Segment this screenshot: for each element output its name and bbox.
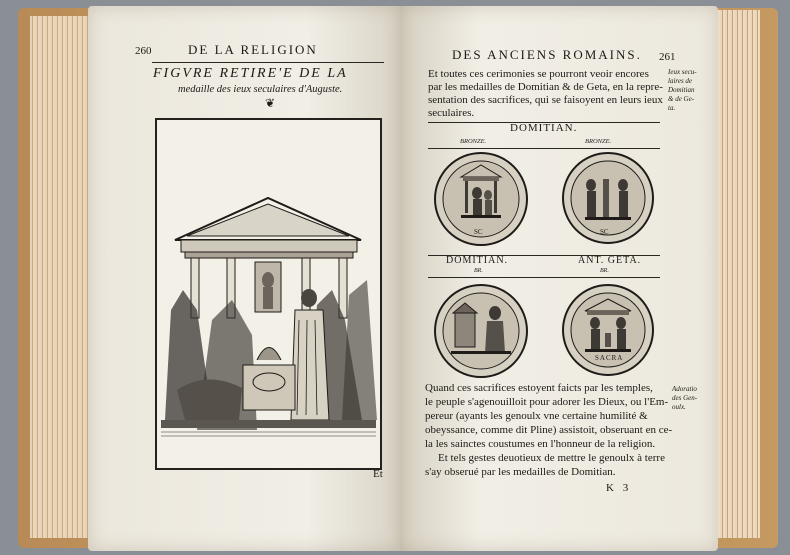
- left-running-head: DE LA RELIGION: [188, 42, 318, 57]
- ornament-fleuron: ❦: [265, 96, 276, 110]
- intro-line-1: Et toutes ces cerimonies se pourront veoir encores: [428, 68, 649, 80]
- body-line-7: s'ay obserué par les medailles de Domitian.: [425, 466, 616, 478]
- intro-line-2: par les medailles de Domitian & de Geta, en la repre-: [428, 81, 663, 93]
- body-line-6: Et tels gestes deuotieux de mettre le genoulx à terre: [438, 452, 665, 464]
- woodcut-illustration: [155, 118, 382, 470]
- signature-mark: K 3: [606, 482, 632, 494]
- margin-note-top-5: ta.: [668, 104, 676, 112]
- body-line-2: le peuple s'agenouilloit pour adorer les Dieux, ou l'Em-: [425, 396, 669, 408]
- intro-line-3: sentation des sacrifices, qui se faisoyent en leurs ieux: [428, 94, 663, 106]
- body-line-4: obeyssance, comme dit Pline) assistoit, obseruant en ce-: [425, 424, 673, 436]
- section-2-label-right: BR.: [600, 268, 609, 274]
- margin-note-top-3: Domitian: [668, 86, 695, 94]
- coin-1-sc: SC: [474, 228, 483, 236]
- section-1-label-right: BRONZE.: [585, 138, 612, 145]
- margin-note-top-1: Ieux secu-: [668, 68, 697, 76]
- domitian-coin-3: [433, 283, 529, 379]
- section-2-label-left: BR.: [474, 268, 483, 274]
- body-line-1: Quand ces sacrifices estoyent faicts par les temples,: [425, 382, 653, 394]
- intro-line-4: seculaires.: [428, 107, 475, 119]
- body-line-3: pereur (ayants les genoulx vne certaine humilité &: [425, 410, 648, 422]
- left-page-number: 260: [135, 45, 152, 57]
- margin-note-top-4: & de Ge-: [668, 95, 695, 103]
- margin-note-bottom-3: oulx.: [672, 403, 686, 411]
- figure-subtitle: medaille des ieux seculaires d'Auguste.: [178, 84, 343, 95]
- section-2-rule-bottom: [428, 277, 660, 278]
- section-1-title: DOMITIAN.: [510, 122, 578, 134]
- sacrifice-scene-engraving: [157, 120, 380, 468]
- left-head-rule: [152, 62, 384, 63]
- section-2-title-left: DOMITIAN.: [446, 255, 509, 266]
- body-line-5: la les sainctes coustumes en l'honneur de la religion.: [425, 438, 656, 450]
- section-1-rule-bottom: [428, 148, 660, 149]
- right-page-number: 261: [659, 51, 676, 63]
- margin-note-bottom-1: Adoratio: [672, 385, 697, 393]
- geta-coin-sacra: SACRA: [595, 354, 624, 362]
- margin-note-top-2: laires de: [668, 77, 693, 85]
- left-catchword: Et: [373, 468, 383, 480]
- coin-2-sc: SC: [600, 228, 609, 236]
- figure-title: FIGVRE RETIRE'E DE LA: [153, 66, 348, 81]
- section-1-label-left: BRONZE.: [460, 138, 487, 145]
- margin-note-bottom-2: des Gen-: [672, 394, 698, 402]
- geta-coin: [561, 283, 655, 377]
- left-page-edges: [30, 16, 90, 538]
- right-running-head: DES ANCIENS ROMAINS.: [452, 47, 642, 62]
- section-2-title-right: ANT. GETA.: [578, 255, 642, 266]
